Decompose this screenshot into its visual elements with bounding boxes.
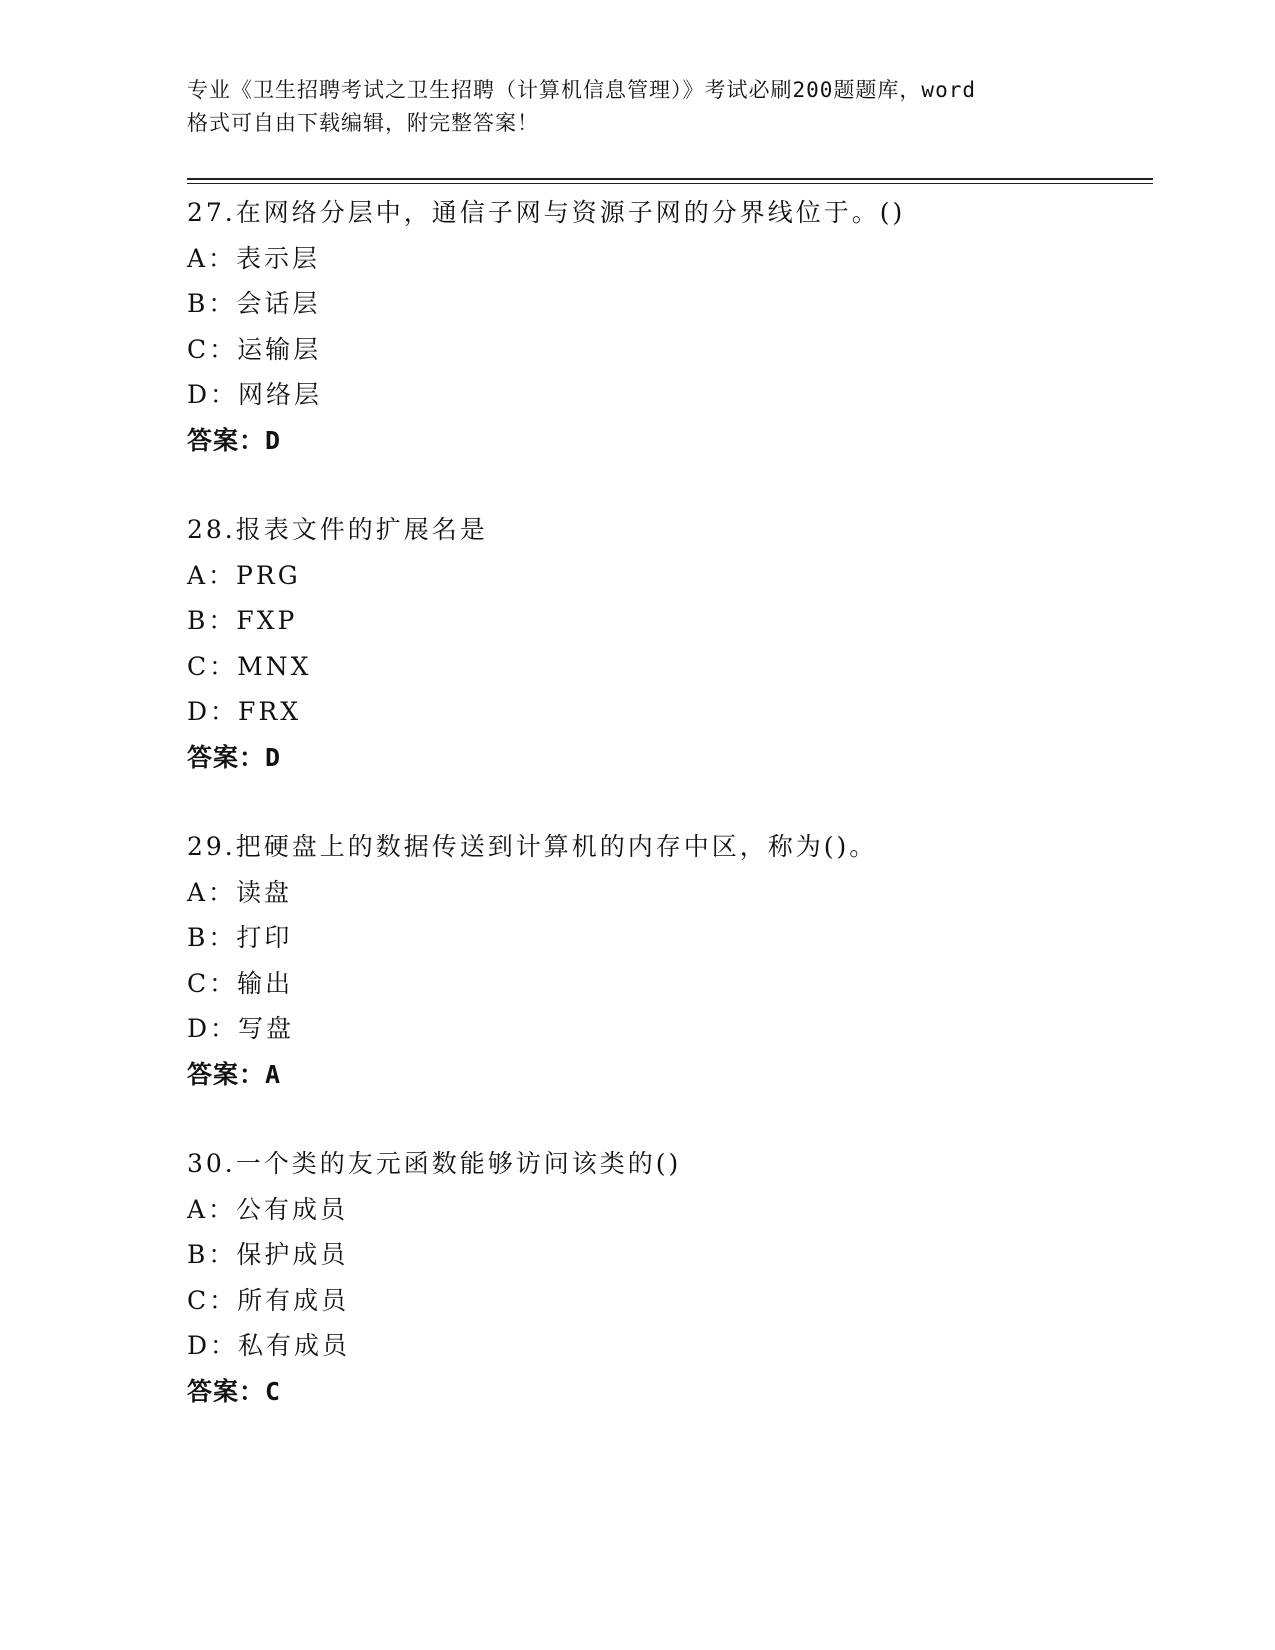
question-stem: 28.报表文件的扩展名是 [187,515,488,544]
question-stem: 27.在网络分层中，通信子网与资源子网的分界线位于。() [187,198,906,227]
answer-line: 答案：A [187,1059,282,1089]
header-divider-thick [187,178,1153,180]
question-item [187,824,1147,1097]
option-b: B：会话层 [187,289,321,318]
option-c: C：输出 [187,968,294,998]
question-list [187,190,1147,1458]
question-item [187,1141,1147,1414]
document-header [187,74,1087,140]
option-a: A：公有成员 [187,1194,349,1224]
option-d: D：FRX [187,697,302,726]
option-c: C：MNX [187,651,312,681]
header-line-2: 格式可自由下载编辑，附完整答案！ [187,111,539,135]
option-d: D：私有成员 [187,1331,351,1360]
question-item [187,507,1147,780]
question-item [187,190,1147,463]
option-a: A：表示层 [187,243,321,273]
option-b: B：FXP [187,606,298,635]
option-b: B：打印 [187,923,293,952]
option-c: C：运输层 [187,334,322,364]
answer-line: 答案：D [187,742,282,772]
option-b: B：保护成员 [187,1240,349,1269]
option-d: D：写盘 [187,1014,295,1043]
option-a: A：读盘 [187,877,293,907]
option-d: D：网络层 [187,380,323,409]
answer-line: 答案：C [187,1376,282,1406]
answer-line: 答案：D [187,425,282,455]
question-stem: 30.一个类的友元函数能够访问该类的() [187,1149,682,1178]
option-a: A：PRG [187,560,301,590]
header-divider-thin [187,183,1153,184]
header-line-1: 专业《卫生招聘考试之卫生招聘（计算机信息管理）》考试必刷200题题库，word [187,78,976,102]
question-stem: 29.把硬盘上的数据传送到计算机的内存中区，称为()。 [187,832,878,861]
option-c: C：所有成员 [187,1285,350,1315]
